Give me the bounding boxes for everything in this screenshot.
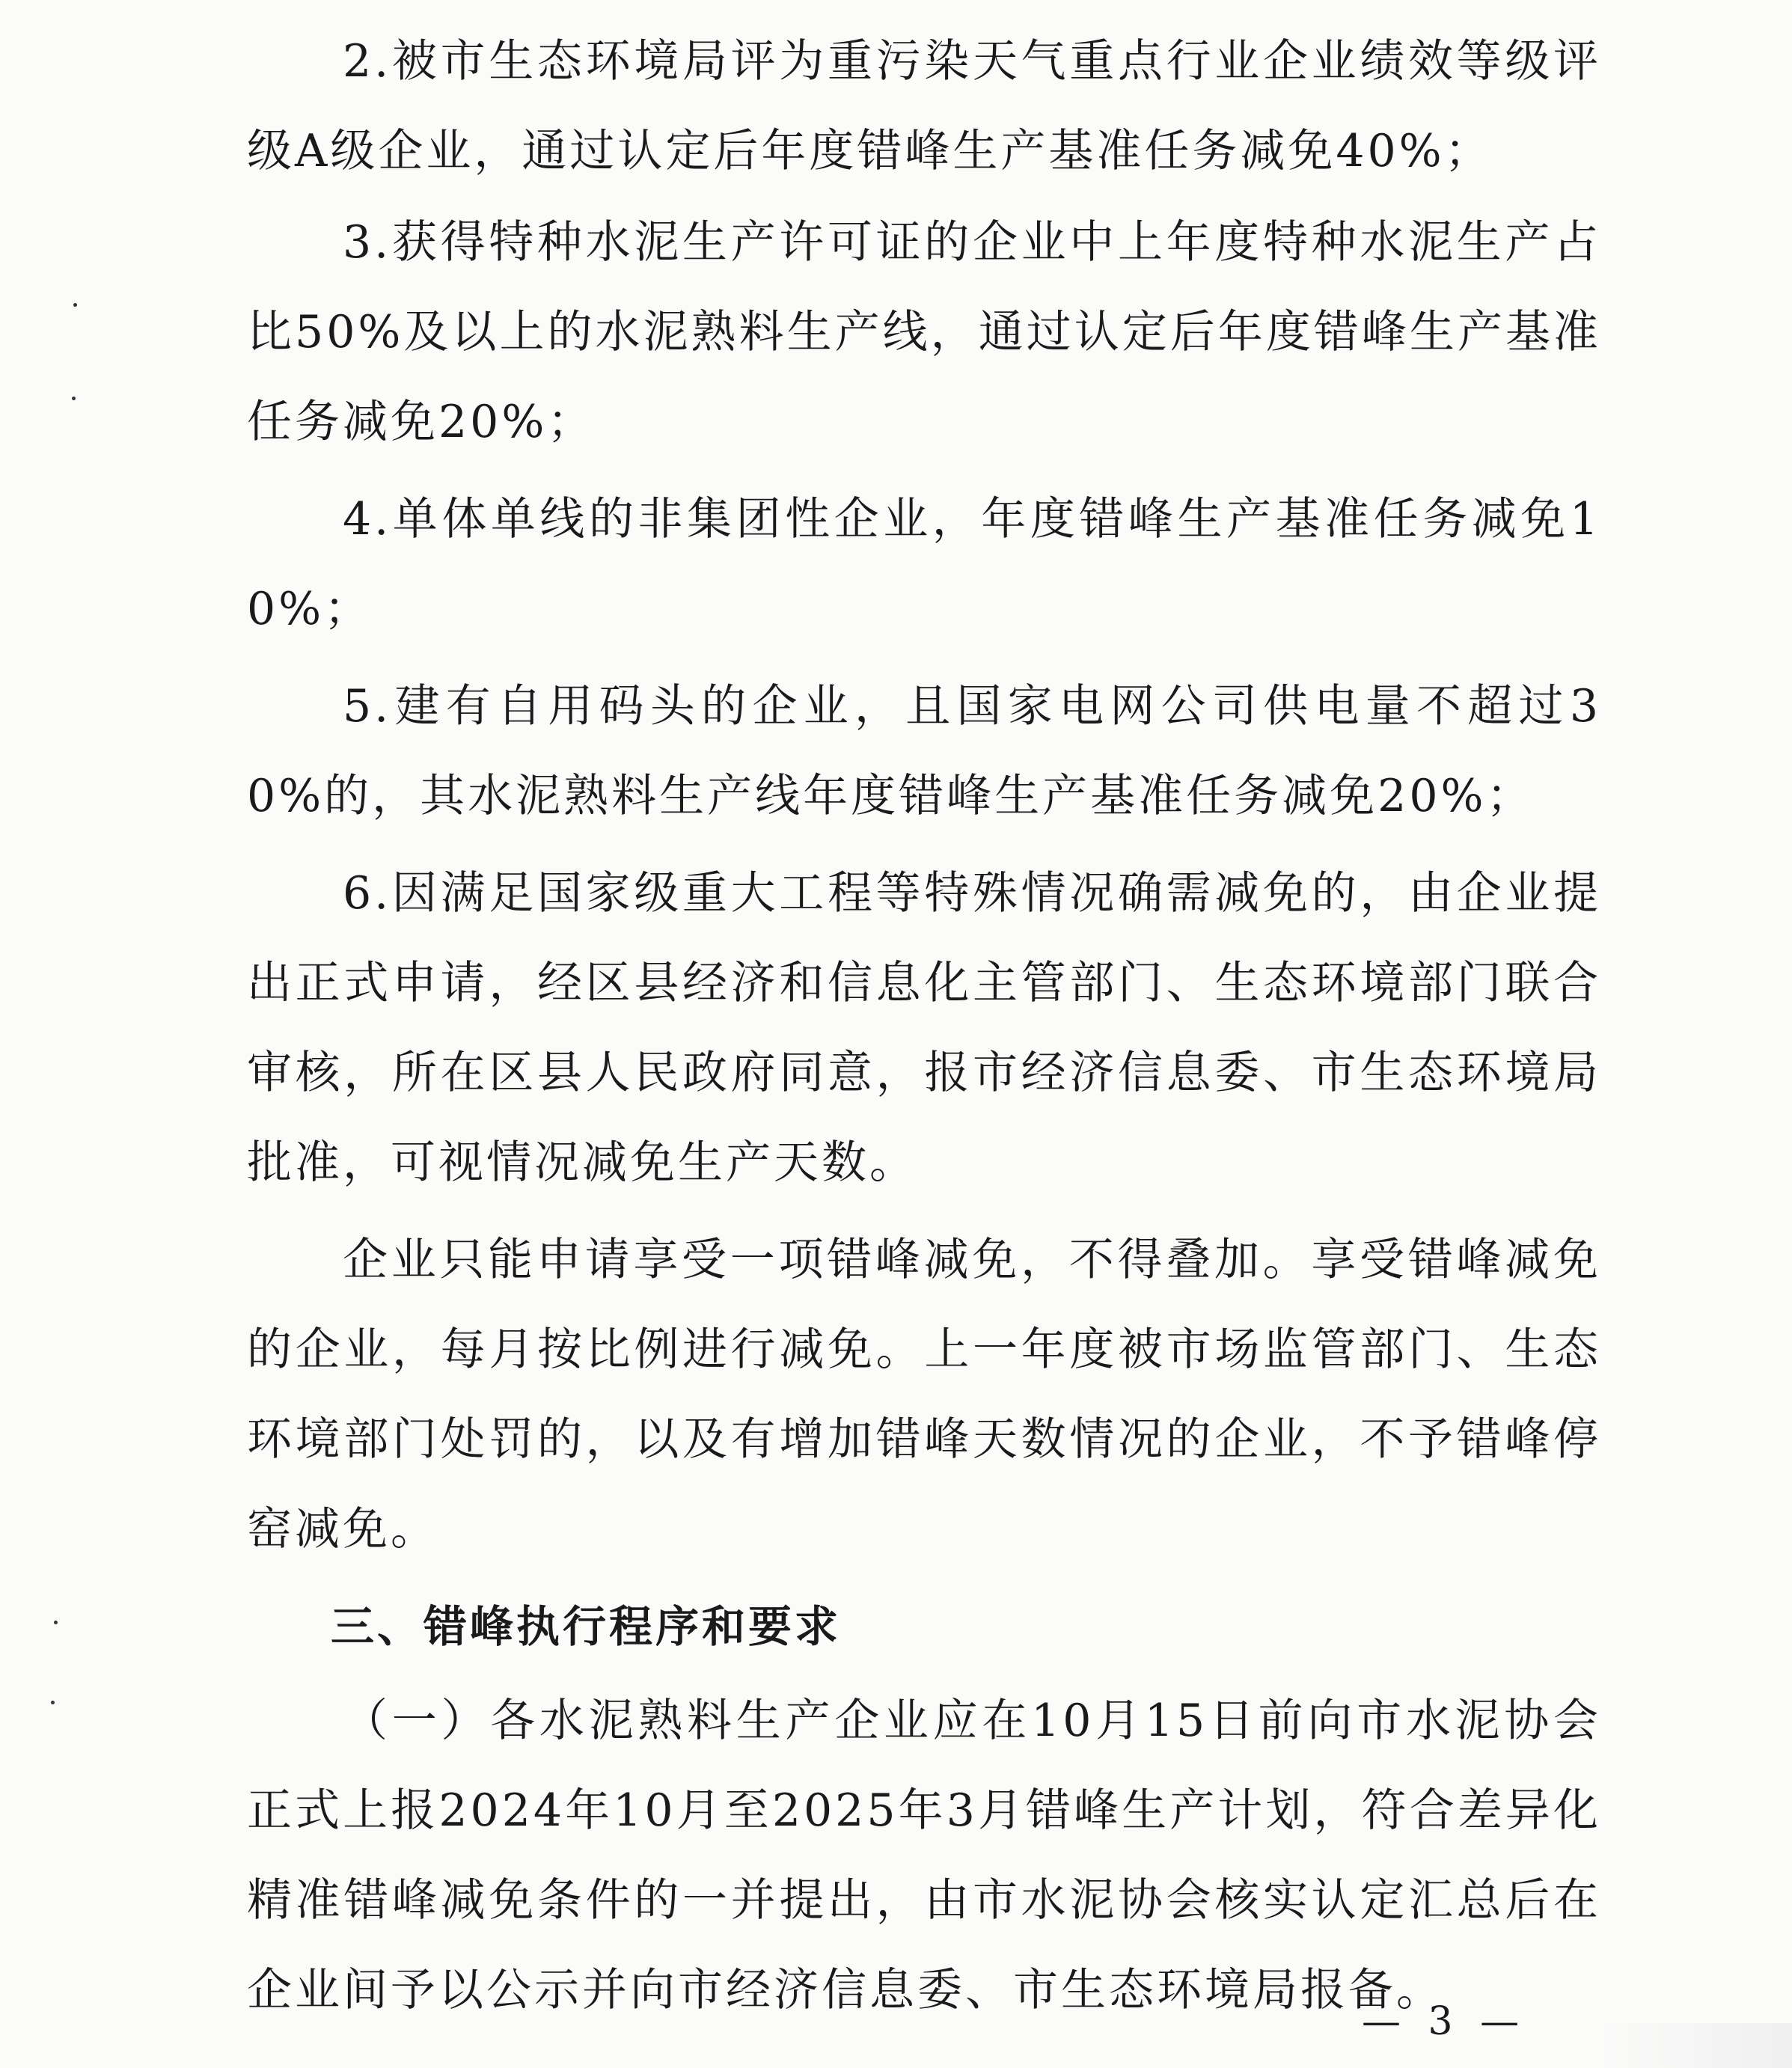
note-paragraph: 企业只能申请享受一项错峰减免，不得叠加。享受错峰减免的企业，每月按比例进行减免。上一年度被市场监管部门、生态环境部门处罚的，以及有增加错峰天数情况的企业，不予错峰停窑减免。 [247, 1234, 1601, 1555]
page-number: — 3 — [1362, 1999, 1527, 2044]
document-body [247, 16, 1601, 2043]
margin-dot [51, 1701, 55, 1704]
margin-dot [73, 303, 77, 307]
section-paragraph-1: （一）各水泥熟料生产企业应在10月15日前向市水泥协会正式上报2024年10月至2025年3月错峰生产计划，符合差异化精准错峰减免条件的一并提出，由市水泥协会核实认定汇总后在企业间予以公示并向市经济信息委、市生态环境局报备。 [247, 1695, 1601, 2016]
section-heading: 三、错峰执行程序和要求 [331, 1601, 842, 1652]
list-item-5: 5.建有自用码头的企业，且国家电网公司供电量不超过30%的，其水泥熟料生产线年度错峰生产基准任务减免20%； [247, 680, 1601, 822]
list-item-2: 2.被市生态环境局评为重污染天气重点行业企业绩效等级评级A级企业，通过认定后年度错峰生产基准任务减免40%； [247, 35, 1601, 177]
margin-dot [72, 397, 76, 400]
scan-corner-shade [1597, 2023, 1792, 2068]
list-item-3: 3.获得特种水泥生产许可证的企业中上年度特种水泥生产占比50%及以上的水泥熟料生产线，通过认定后年度错峰生产基准任务减免20%； [247, 216, 1601, 448]
list-item-4: 4.单体单线的非集团性企业，年度错峰生产基准任务减免10%； [247, 493, 1601, 635]
margin-dot [54, 1621, 58, 1624]
list-item-6: 6.因满足国家级重大工程等特殊情况确需减免的，由企业提出正式申请，经区县经济和信息化主管部门、生态环境部门联合审核，所在区县人民政府同意，报市经济信息委、市生态环境局批准，可视情况减免生产天数。 [247, 867, 1601, 1189]
